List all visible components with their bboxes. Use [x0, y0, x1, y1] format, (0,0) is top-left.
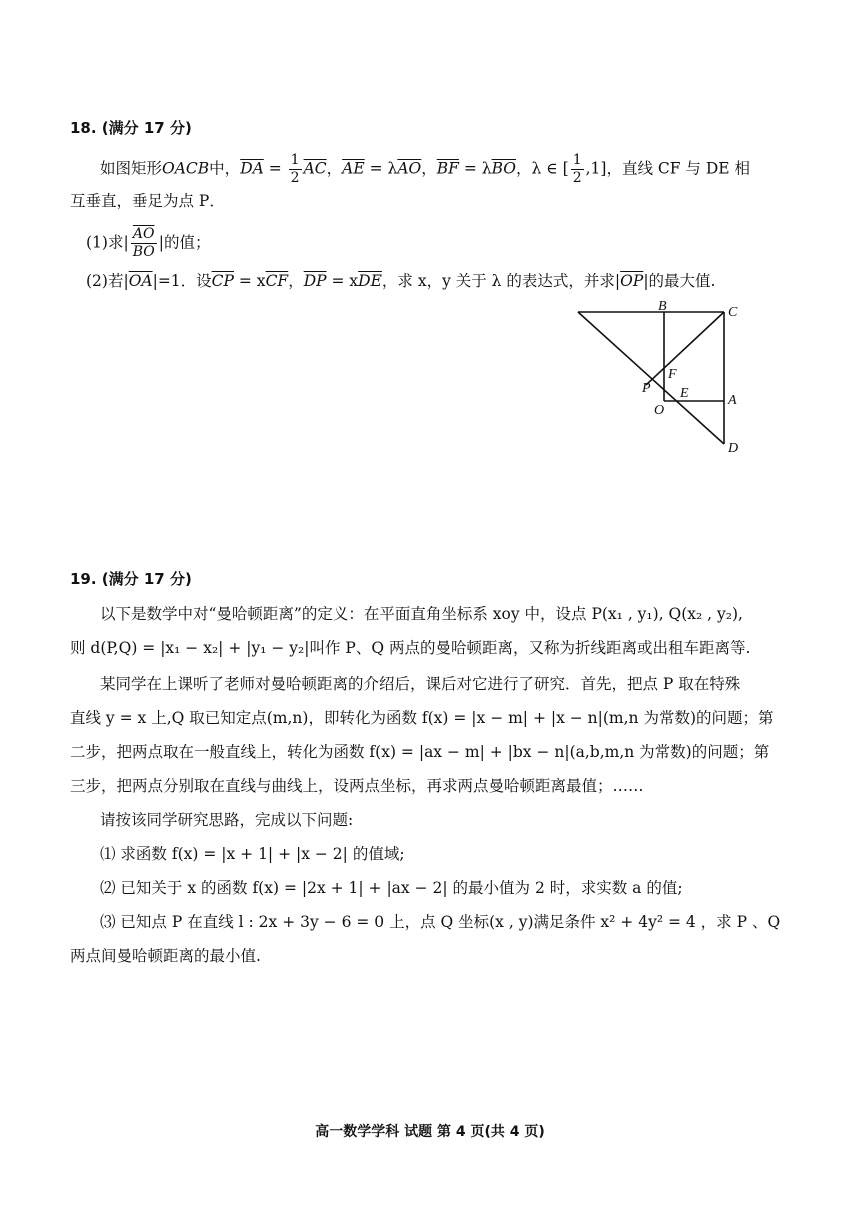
part2-a: (2)若| [86, 272, 129, 290]
q19-header: 19. (满分 17 分) [70, 570, 192, 588]
eq-lambda-2: = λ [458, 159, 492, 178]
vector-DA: $\overline{DA}$ [240, 159, 264, 178]
q18-part2 [86, 270, 715, 292]
vector-BF: $\overline{BF}$ [436, 159, 459, 178]
fraction-AO-BO [131, 226, 157, 261]
q19-subquestion-3-line2: 两点间曼哈顿距离的最小值. [70, 947, 261, 965]
label-A: A [728, 393, 737, 408]
q19-paragraph2-line2: 直线 y = x 上,Q 取已知定点(m,n)，即转化为函数 f(x) = |x − m| + |x − n|(m,n 为常数)的问题；第 [70, 709, 774, 727]
frac-num: 1 [572, 152, 582, 168]
vector-DE: $\overline{DE}$ [358, 272, 382, 290]
label-F: F [668, 367, 677, 382]
q19-definition-line1: 以下是数学中对“曼哈顿距离”的定义：在平面直角坐标系 xoy 中，设点 P(x₁ , y₁), Q(x₂ , y₂), [100, 605, 743, 623]
lambda-range-pre: λ ∈ [ [531, 159, 569, 178]
label-P: P [642, 381, 651, 396]
eq-sign: = [263, 159, 287, 178]
label-E: E [680, 386, 689, 401]
q19-instruction: 请按该同学研究思路，完成以下问题: [100, 811, 354, 829]
q19-subquestion-1: ⑴ 求函数 f(x) = |x + 1| + |x − 2| 的值域; [100, 845, 405, 863]
q18-stem-line1: 如图矩形OACB中，$\overline{DA}$ = $\frac{1}{2}$ $\overline{AC}$，$\overline{AE} = \lambda\overline{AO}$，$\overline{BF} = \lambda\overline{BO}$，λ ∈ [ $\frac{1}{2}$ ,1]，直线 CF 与 DE 相 [100, 152, 751, 186]
q19-paragraph2-line3: 二步，把两点取在一般直线上，转化为函数 f(x) = |ax − m| + |bx − n|(a,b,m,n 为常数)的问题；第 [70, 743, 770, 761]
q18-stem-mid: 中， [209, 159, 241, 178]
part1-post: |的值； [158, 233, 211, 252]
vector-OA: $\overline{OA}$ [128, 272, 153, 290]
vector-CF: $\overline{CF}$ [265, 272, 289, 290]
line-CP [646, 312, 724, 385]
q18-stem-end: ，直线 CF 与 DE 相 [606, 159, 751, 178]
frac-num-AO: $\overline{AO}$ [131, 226, 157, 244]
geometry-figure [572, 300, 762, 460]
q19-definition-line2: 则 d(P,Q) = |x₁ − x₂| + |y₁ − y₂|叫作 P、Q 两点的曼哈顿距离，又称为折线距离或出租车距离等. [70, 639, 751, 657]
eq-lambda: = λ [364, 159, 398, 178]
page-footer: 高一数学学科 试题 第 4 页(共 4 页) [315, 1124, 545, 1140]
vector-OP: $\overline{OP}$ [620, 272, 644, 290]
frac-num: 1 [290, 152, 300, 168]
frac-den: 2 [572, 170, 582, 186]
fraction-half-2 [571, 152, 584, 187]
frac-den-BO: BO [132, 244, 155, 260]
part2-g: |的最大值. [643, 272, 716, 290]
q19-paragraph2-line1: 某同学在上课听了老师对曼哈顿距离的介绍后，课后对它进行了研究．首先，把点 P 取在特殊 [100, 675, 741, 693]
part2-b: |=1．设 [152, 272, 212, 290]
vector-AE: $\overline{AE}$ [342, 159, 365, 178]
q18-stem-pre: 如图矩形 [100, 159, 163, 178]
lambda-range-post: ,1] [585, 159, 607, 178]
part1-pre: (1)求| [86, 233, 129, 252]
vector-AO: $\overline{AO}$ [397, 159, 422, 178]
vector-AC: $\overline{AC}$ [303, 159, 327, 178]
vector-DP: $\overline{DP}$ [303, 272, 327, 290]
vector-CP: $\overline{CP}$ [211, 272, 234, 290]
q18-stem-line2: 互垂直，垂足为点 P． [70, 192, 225, 210]
part2-f: ，求 x，y 关于 λ 的表达式，并求| [381, 272, 621, 290]
q19-paragraph2-line4: 三步，把两点分别取在直线与曲线上，设两点坐标，再求两点曼哈顿距离最值；…… [70, 777, 644, 795]
label-O: O [654, 403, 665, 418]
q18-header: 18. (满分 17 分) [70, 119, 192, 137]
q19-subquestion-3-line1: ⑶ 已知点 P 在直线 l : 2x + 3y − 6 = 0 上，点 Q 坐标(x , y)满足条件 x² + 4y² = 4 ，求 P 、Q [100, 913, 781, 931]
fraction-half [289, 152, 302, 187]
label-B: B [658, 300, 667, 314]
vector-BO: $\overline{BO}$ [491, 159, 516, 178]
frac-den: 2 [290, 170, 300, 186]
label-D: D [728, 441, 739, 456]
q18-part1 [86, 226, 210, 261]
part2-c: = x [233, 272, 266, 290]
part2-d: ， [288, 272, 304, 290]
q19-subquestion-2: ⑵ 已知关于 x 的函数 f(x) = |2x + 1| + |ax − 2| 的最小值为 2 时，求实数 a 的值; [100, 879, 683, 897]
part2-e: = x [326, 272, 359, 290]
label-C: C [728, 305, 738, 320]
q18-rect-name: OACB [162, 159, 210, 178]
